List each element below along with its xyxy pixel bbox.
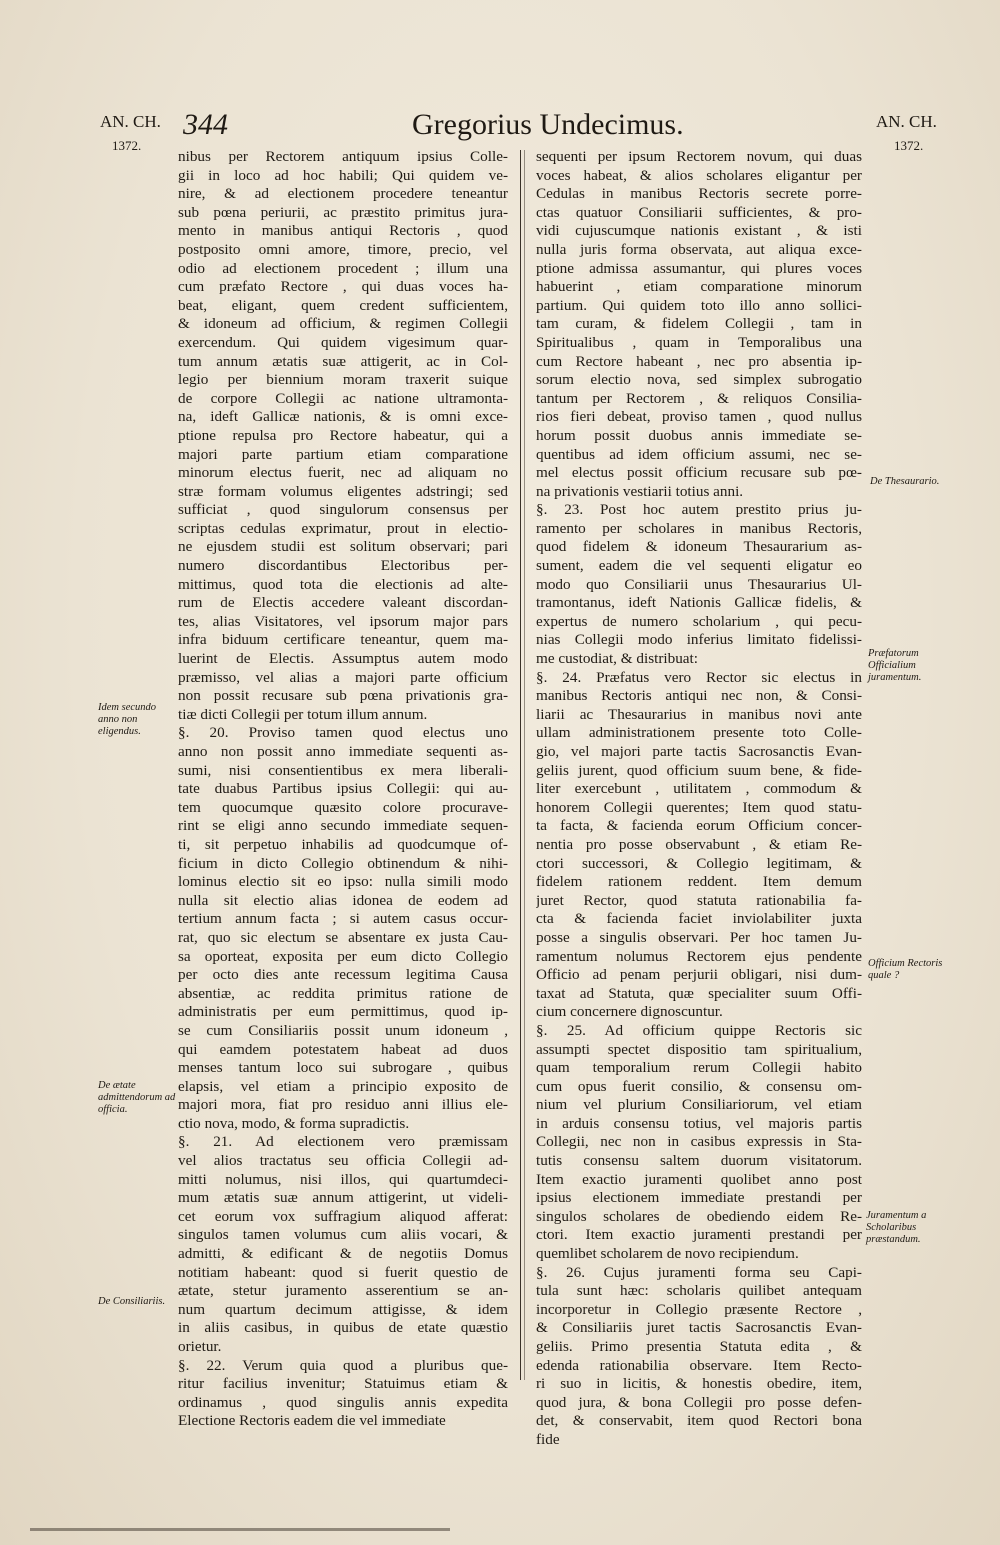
text-line: se cum Consiliariis possit unum idoneum , xyxy=(178,1021,508,1039)
text-line: §. 23. Post hoc autem prestito prius ju- xyxy=(536,501,862,519)
text-line: gio, vel majori parte tactis Sacrosanctis Evan- xyxy=(536,743,862,760)
text-line: sorum electio nova, sed simplex subrogatio xyxy=(536,371,862,389)
text-line: fidelem rationem reddent. Item demum xyxy=(536,873,862,891)
text-line: liarii ac Thesaurarius in manibus novi ante xyxy=(536,705,862,723)
text-line: cet eorum vox suffragium aliquod afferat: xyxy=(178,1207,508,1225)
text-line: cium concernere dignoscuntur. xyxy=(536,1003,723,1021)
text-line: ætate, stetur juramento asserentium se an- xyxy=(178,1282,508,1300)
text-line: ptione admissa assumantur, qui plures voces xyxy=(536,259,862,277)
margin-note: Idem secundo anno non eligendus. xyxy=(98,702,157,737)
text-line: orietur. xyxy=(178,1338,222,1355)
text-line: §. 25. Ad officium quippe Rectoris sic xyxy=(536,1021,862,1039)
text-line: tramontanus, ideft Nationis Gallicæ fidelis, & xyxy=(536,594,862,612)
text-line: singulos scholares de obediendo eidem Re- xyxy=(536,1207,862,1225)
text-line: beat, eligant, quem credent sufficientem, xyxy=(178,296,508,314)
left-text-column xyxy=(178,148,508,1431)
text-line: §. 22. Verum quia quod a pluribus que- xyxy=(178,1356,508,1374)
text-line: §. 24. Præfatus vero Rector sic electus in xyxy=(536,668,862,686)
text-line: num quartum decimum attigisse, & idem xyxy=(178,1300,508,1318)
text-line: cta & facienda faciet inviolabiliter juxta xyxy=(536,910,862,928)
text-line: tertium annum facta ; si autem casus occur- xyxy=(178,910,508,928)
text-line: ri suo in licitis, & honestis obedire, item, xyxy=(536,1375,862,1393)
text-line: modo quo Consiliarii unus Thesaurarius Ul- xyxy=(536,575,862,593)
text-line: ta facta, & facienda eorum Officium concer- xyxy=(536,817,862,835)
text-line: quemlibet scholarem de novo recipiendum. xyxy=(536,1245,799,1263)
text-line: tes, alias Visitatores, vel ipsorum major pars xyxy=(178,612,508,630)
text-line: nentia pro posse observabunt , & etiam Re- xyxy=(536,835,862,853)
text-line: §. 20. Proviso tamen quod electus uno xyxy=(178,724,508,742)
text-line: gii in loco ad hoc habili; Qui quidem ve- xyxy=(178,166,508,184)
margin-note: Officium Rectoris quale ? xyxy=(868,958,943,981)
text-line: minorum electus fuerit, nec ad aliquam no xyxy=(178,464,508,482)
text-line: sufficiat , quod singulorum consensus per xyxy=(178,501,508,519)
text-line: sa oporteat, exposita per eum dicto Collegio xyxy=(178,947,508,965)
column-rule xyxy=(520,150,521,1380)
text-line: quod jura, & bona Collegii pro posse defen- xyxy=(536,1393,862,1411)
text-line: cum Rectore habeant , nec pro absentia ip- xyxy=(536,352,862,370)
text-line: geliis. Primo presentia Statuta edita , & xyxy=(536,1338,862,1355)
text-line: me custodiat, & distribuat: xyxy=(536,650,698,668)
text-line: tem quocumque quæsito colore procurave- xyxy=(178,798,508,816)
text-line: tantum per Rectorem , & reliquos Consilia- xyxy=(536,389,862,407)
text-line: admitti, & edificant & de negotiis Domus xyxy=(178,1245,508,1263)
margin-note: De Consiliariis. xyxy=(98,1296,166,1307)
text-line: tum annum ætatis suæ attigerit, ac in Col- xyxy=(178,352,508,370)
text-line: tiæ dicti Collegii per totum illum annum. xyxy=(178,705,428,723)
text-line: postposito omni amore, timore, precio, vel xyxy=(178,240,508,258)
text-line: numero discordantibus Electoribus per- xyxy=(178,557,508,575)
text-line: Spiritualibus , quam in Temporalibus una xyxy=(536,333,862,351)
running-head-an-left: AN. CH. xyxy=(100,112,161,131)
text-line: edenda rationabilia observare. Item Recto- xyxy=(536,1356,862,1374)
text-line: nium vel plurium Consiliariorum, vel etiam xyxy=(536,1096,862,1114)
text-line: tutis consensu saltem duorum visitatorum. xyxy=(536,1152,862,1170)
text-line: ctori. Item exactio juramenti prestandi per xyxy=(536,1226,862,1244)
text-line: menses tantum loco sui subrogare , quibus xyxy=(178,1059,508,1077)
text-line: & idoneum ad officium, & regimen Collegii xyxy=(178,315,508,333)
text-line: scriptas cedulas exprimatur, prout in electio- xyxy=(178,519,508,537)
text-line: geliis jurent, quod officium suum bene, & fide- xyxy=(536,761,862,779)
text-line: tate duabus Partibus ipsius Collegii: qui au- xyxy=(178,780,508,798)
text-line: voces habeat, & alios scholares eligantur per xyxy=(536,166,862,184)
text-line: ficium in dicto Collegio obtinendum & nihi- xyxy=(178,854,508,872)
text-line: na, ideft Gallicæ nationis, & is omni exce- xyxy=(178,408,508,426)
text-line: majori mora, fiat pro residuo anni illius ele- xyxy=(178,1096,508,1114)
margin-note: Juramentum a Scholaribus præstandum. xyxy=(866,1210,927,1245)
text-line: sequenti per ipsum Rectorem novum, qui duas xyxy=(536,148,862,165)
text-line: sub pœna periurii, ac præstito primitus jura- xyxy=(178,203,508,221)
text-line: per octo dies ante recessum legitima Causa xyxy=(178,966,508,984)
text-line: qui eamdem potestatem habeat ad duos xyxy=(178,1040,508,1058)
text-line: expertus de numero scholarium , qui pecu- xyxy=(536,612,862,630)
text-line: mento in manibus antiqui Rectoris , quod xyxy=(178,222,508,240)
text-line: præmisso, vel alias a majori parte officium xyxy=(178,668,508,686)
text-line: nulla juris forma observata, aut aliqua exce- xyxy=(536,240,862,258)
text-line: Collegii, nec non in casibus expressis in Sta- xyxy=(536,1133,862,1151)
text-line: quod fidelem & idoneum Thesaurarium as- xyxy=(536,538,862,556)
text-line: notitiam habeant: quod si fuerit questio de xyxy=(178,1263,508,1281)
right-text-column xyxy=(536,148,862,1450)
text-line: ptione repulsa pro Rectore habeatur, qui a xyxy=(178,426,508,444)
text-line: ramento per scholares in manibus Rectoris, xyxy=(536,519,862,537)
text-line: nias Collegii modo inferius limitato fidelissi- xyxy=(536,631,862,649)
text-line: §. 21. Ad electionem vero præmissam xyxy=(178,1133,508,1151)
text-line: rum de Electis accedere valeant discordan- xyxy=(178,594,508,612)
text-line: liter exercebunt , utilitatem , commodum & xyxy=(536,780,862,798)
text-line: vidi cujuscumque nationis existant , & isti xyxy=(536,222,862,240)
text-line: exercendum. Qui quidem vigesimum quar- xyxy=(178,333,508,351)
column-rule-secondary xyxy=(524,150,525,1380)
page-number: 344 xyxy=(183,108,228,141)
text-line: det, & conservabit, item quod Rectori bona xyxy=(536,1412,862,1430)
text-line: partium. Qui quidem toto illo anno sollici- xyxy=(536,296,862,314)
text-line: de corpore Collegii ac natione ultramonta- xyxy=(178,389,508,407)
running-head-an-right: AN. CH. xyxy=(876,112,937,131)
margin-note: Præfatorum Officialium juramentum. xyxy=(868,648,922,683)
text-line: anno non possit anno immediate sequenti as- xyxy=(178,743,508,760)
text-line: Electione Rectoris eadem die vel immediate xyxy=(178,1412,446,1430)
text-line: elapsis, vel etiam a principio exposito de xyxy=(178,1077,508,1095)
text-line: luerint de Electis. Assumptus autem modo xyxy=(178,650,508,668)
text-line: §. 26. Cujus juramenti forma seu Capi- xyxy=(536,1263,862,1281)
text-line: singulos tamen volumus cum aliis vocari, & xyxy=(178,1226,508,1244)
running-head-year-right: 1372. xyxy=(894,138,924,153)
text-line: ne ejusdem studii est solitum observari; pari xyxy=(178,538,508,556)
text-line: ctas quatuor Consiliarii sufficientes, & pro- xyxy=(536,203,862,221)
text-line: juret Rector, quod statuta rationabilia fa- xyxy=(536,891,862,909)
text-line: quam temporalium rerum Collegii habito xyxy=(536,1059,862,1077)
text-line: rint se eligi anno secundo immediate sequen- xyxy=(178,817,508,835)
text-line: fide xyxy=(536,1430,560,1448)
running-title: Gregorius Undecimus. xyxy=(412,108,684,141)
text-line: horum possit duobus annis immediate se- xyxy=(536,426,862,444)
text-line: taxat ad Statuta, quæ specialiter suum Offi- xyxy=(536,984,862,1002)
text-line: vel alios tractatus seu officia Collegii ad- xyxy=(178,1152,508,1170)
text-line: in aliis casibus, in quibus de etate quæstio xyxy=(178,1319,508,1337)
text-line: quentibus ad idem officium assumi, nec se- xyxy=(536,445,862,463)
text-line: honorem Collegii querentes; Item quod statu- xyxy=(536,798,862,816)
text-line: non possit recusare sub pœna privationis gra- xyxy=(178,687,508,705)
text-line: nire, & ad electionem procedere teneantur xyxy=(178,185,508,203)
text-line: nibus per Rectorem antiquum ipsius Colle- xyxy=(178,148,508,165)
text-line: ordinamus , quod singulis annis expedita xyxy=(178,1393,508,1411)
text-line: Cedulas in manibus Rectoris secrete porre- xyxy=(536,185,862,203)
text-line: rat, quo sic electum se absentare ex justa Cau- xyxy=(178,928,508,946)
text-line: manibus Rectoris antiqui nec non, & Consi- xyxy=(536,687,862,705)
text-line: na privationis vestiarii totius anni. xyxy=(536,482,744,500)
text-line: Item exactio juramenti quolibet anno post xyxy=(536,1170,862,1188)
text-line: ullam administrationem presente toto Colle- xyxy=(536,724,862,742)
text-line: assumpti spectet dispositio tam spiritualium, xyxy=(536,1040,862,1058)
margin-note: De Thesaurario. xyxy=(870,476,940,487)
text-line: mel electus possit officium recusare sub pœ- xyxy=(536,464,862,482)
text-line: absentiæ, ac reddita primitus ratione de xyxy=(178,984,508,1002)
text-line: administratis per eum permittimus, quod ip- xyxy=(178,1003,508,1021)
text-line: tula sunt hæc: scholaris quilibet antequam xyxy=(536,1282,862,1300)
text-line: stræ formam volumus eligentes adstringi; sed xyxy=(178,482,508,500)
text-line: ritur facilius invenitur; Statuimus etiam & xyxy=(178,1375,508,1393)
text-line: posse a singulis observari. Per hoc tamen Ju- xyxy=(536,928,862,946)
text-line: & Consiliariis juret tactis Sacrosanctis Evan- xyxy=(536,1319,862,1337)
text-line: lominus electio sit eo ipso: nulla simili modo xyxy=(178,873,508,891)
page-edge-mark xyxy=(30,1528,450,1531)
text-line: legio per biennium moram traxerit suique xyxy=(178,371,508,389)
text-line: tam curam, & fidelem Collegii , tam in xyxy=(536,315,862,333)
text-line: odio ad electionem procedent ; illum una xyxy=(178,259,508,277)
text-line: in arduis consensu totius, vel majoris partis xyxy=(536,1114,862,1132)
text-line: sument, eadem die vel sequenti eligatur eo xyxy=(536,557,862,575)
text-line: ti, sit perpetuo inhabilis ad quodcumque of- xyxy=(178,835,508,853)
text-line: ramentum nolumus Rectorem ejus pendente xyxy=(536,947,862,965)
text-line: mum ætatis suæ annum attigerint, ut videli- xyxy=(178,1189,508,1207)
text-line: ipsius electionem immediate prestandi per xyxy=(536,1189,862,1207)
text-line: habuerint , etiam comparatione minorum xyxy=(536,278,862,296)
text-line: rios fieri debeat, proviso tamen , quod nullus xyxy=(536,408,862,426)
text-line: ctio nova, modo, & forma supradictis. xyxy=(178,1114,410,1132)
text-line: sumi, nisi consentientibus ex mera liberali- xyxy=(178,761,508,779)
text-line: cum opus fuerit consilio, & consensu om- xyxy=(536,1077,862,1095)
margin-note: De ætate admittendorum ad officia. xyxy=(98,1080,176,1115)
text-line: Officio ad penam perjurii obligari, nisi dum- xyxy=(536,966,862,984)
text-line: majori parte partium etiam comparatione xyxy=(178,445,508,463)
text-line: nulla sit electio alias idonea de eodem ad xyxy=(178,891,508,909)
text-line: mittimus, quod tota die electionis ad alte- xyxy=(178,575,508,593)
text-line: mitti nolumus, nisi illos, qui quartumdeci- xyxy=(178,1170,508,1188)
running-head-year-left: 1372. xyxy=(112,138,142,153)
text-line: incorporetur in Collegio præsente Rectore , xyxy=(536,1300,862,1318)
text-line: cum præfato Rectore , qui duas voces ha- xyxy=(178,278,508,296)
text-line: ctori successori, & Collegio legitimam, & xyxy=(536,854,862,872)
text-line: infra biduum certificare teneantur, quem ma- xyxy=(178,631,508,649)
